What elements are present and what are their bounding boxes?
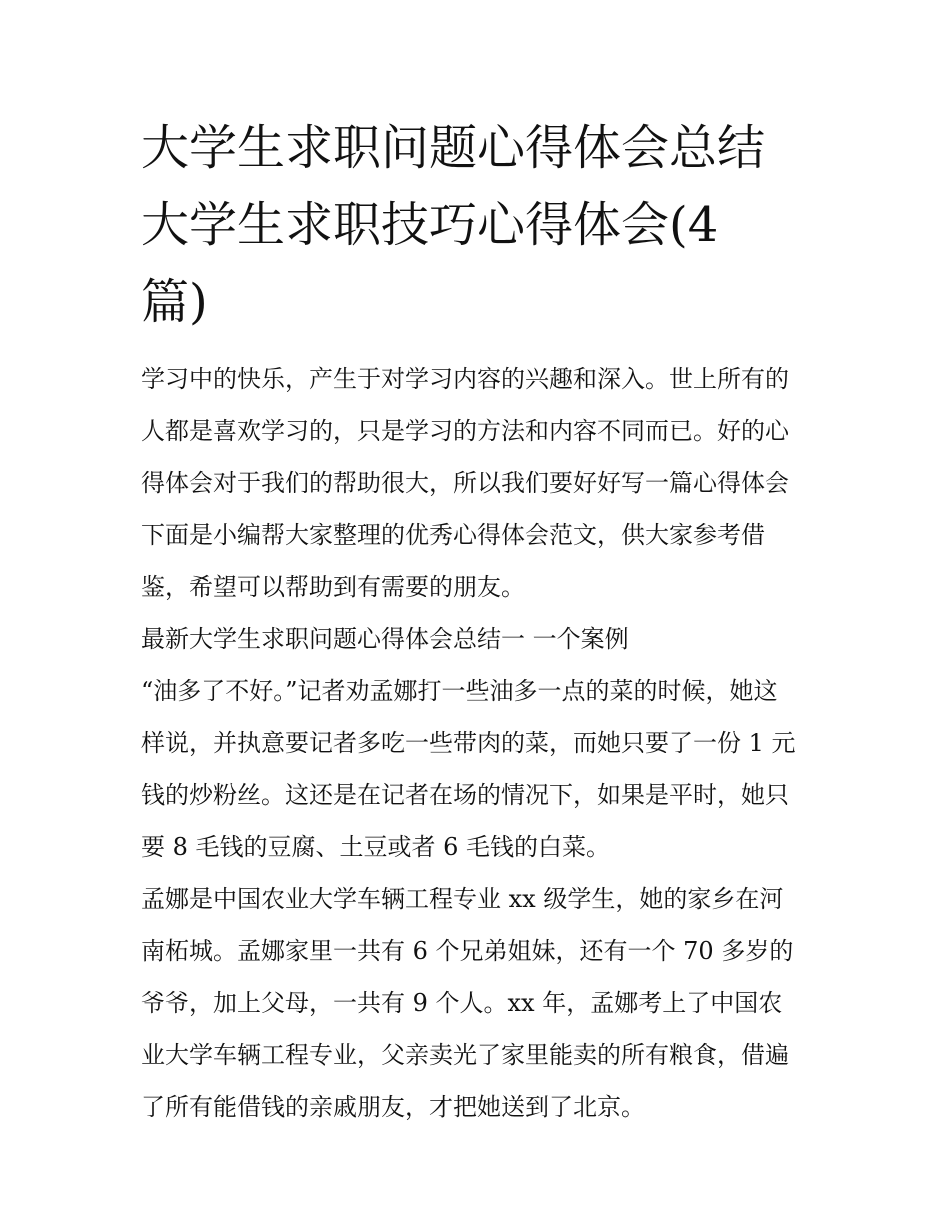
text-line: 样说，并执意要记者多吃一些带肉的菜，而她只要了一份 1 元 — [141, 729, 796, 757]
text-line: 南柘城。孟娜家里一共有 6 个兄弟姐妹，还有一个 70 多岁的 — [141, 937, 794, 965]
paragraph-background — [141, 873, 813, 1133]
text-line: 得体会对于我们的帮助很大，所以我们要好好写一篇心得体会 — [141, 469, 789, 497]
document-page — [141, 110, 813, 1133]
paragraph-intro — [141, 353, 813, 613]
section-heading — [141, 613, 813, 665]
title-line: 篇) — [141, 274, 208, 330]
text-line: 学习中的快乐，产生于对学习内容的兴趣和深入。世上所有的 — [141, 365, 789, 393]
text-line: 人都是喜欢学习的，只是学习的方法和内容不同而已。好的心 — [141, 417, 789, 445]
text-line: 最新大学生求职问题心得体会总结一 一个案例 — [141, 625, 629, 653]
text-line: 业大学车辆工程专业，父亲卖光了家里能卖的所有粮食，借遍 — [141, 1041, 789, 1069]
text-line: 要 8 毛钱的豆腐、土豆或者 6 毛钱的白菜。 — [141, 833, 611, 861]
document-body — [141, 353, 813, 1133]
text-line: 鉴，希望可以帮助到有需要的朋友。 — [141, 573, 525, 601]
text-line: 下面是小编帮大家整理的优秀心得体会范文，供大家参考借 — [141, 521, 765, 549]
title-line: 大学生求职问题心得体会总结 — [141, 120, 766, 176]
text-line: 孟娜是中国农业大学车辆工程专业 xx 级学生，她的家乡在河 — [141, 885, 784, 913]
text-line: 了所有能借钱的亲戚朋友，才把她送到了北京。 — [141, 1093, 645, 1121]
document-title — [141, 110, 813, 341]
title-line: 大学生求职技巧心得体会(4 — [141, 197, 719, 253]
text-line: “油多了不好。”记者劝孟娜打一些油多一点的菜的时候，她这 — [141, 677, 778, 705]
text-line: 爷爷，加上父母，一共有 9 个人。xx 年，孟娜考上了中国农 — [141, 989, 783, 1017]
text-line: 钱的炒粉丝。这还是在记者在场的情况下，如果是平时，她只 — [141, 781, 789, 809]
paragraph-case — [141, 665, 813, 873]
